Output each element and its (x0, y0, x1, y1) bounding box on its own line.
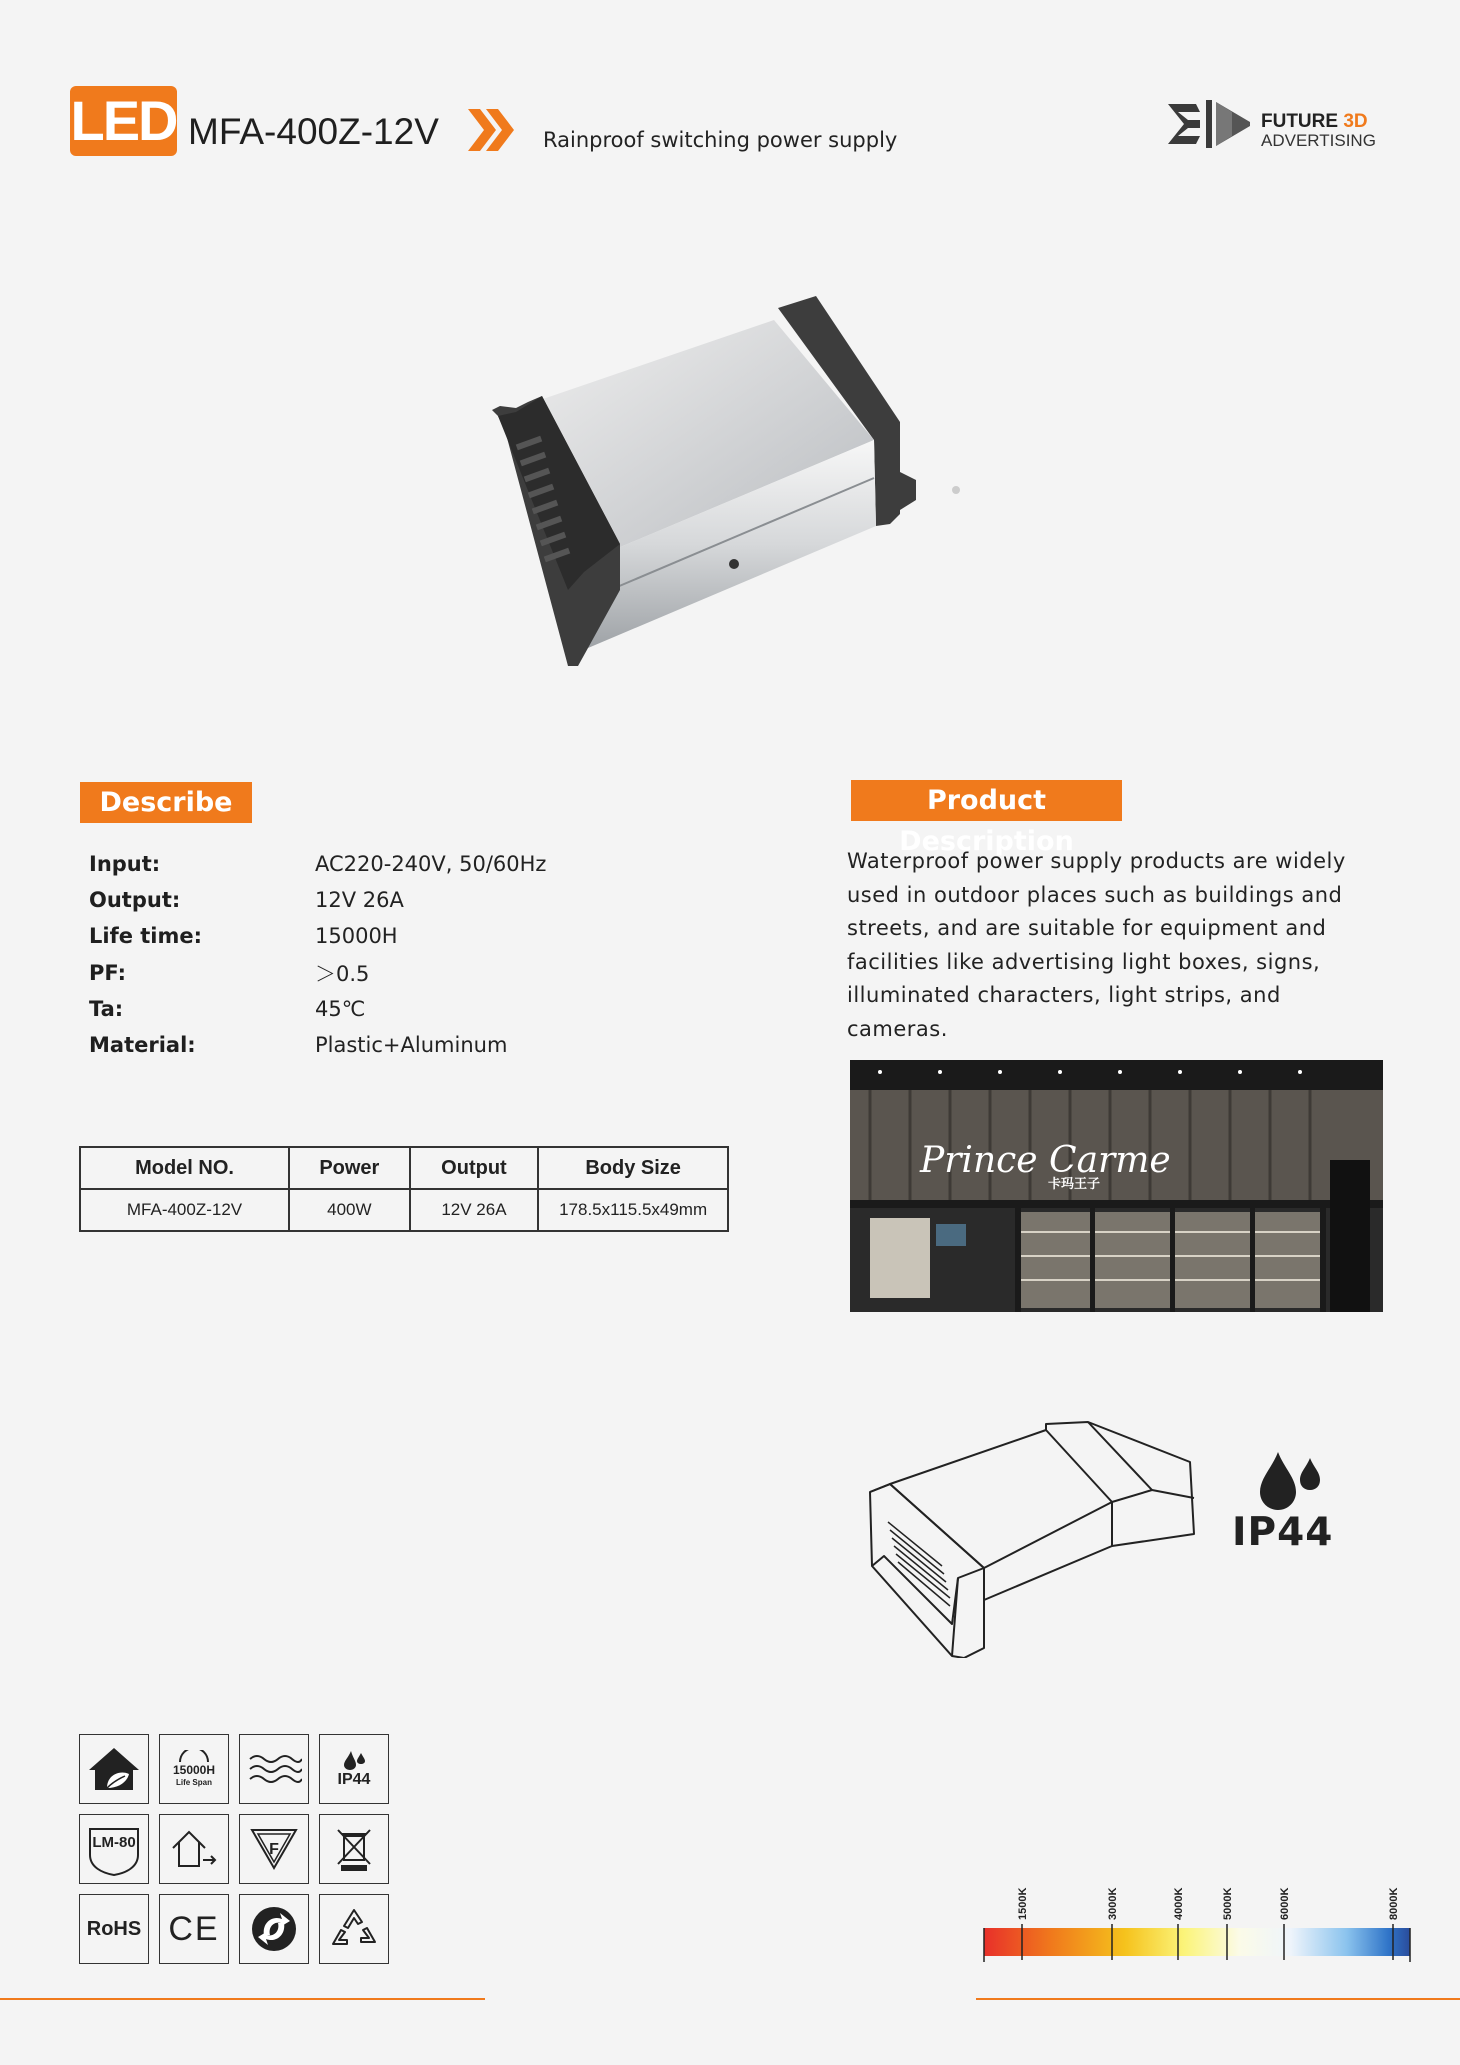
lifespan-caption: Life Span (175, 1778, 212, 1787)
lifespan-icon (159, 1734, 229, 1804)
product-line-drawing (860, 1418, 1200, 1658)
table-header: Body Size (538, 1147, 728, 1189)
ip44-icon (319, 1734, 389, 1804)
table-cell: MFA-400Z-12V (80, 1189, 289, 1231)
certification-grid (79, 1734, 393, 1964)
cct-label-4000: 4000K (1173, 1887, 1185, 1920)
led-badge: LED (70, 86, 177, 156)
table-header-row (80, 1147, 728, 1189)
storefront-sign: Prince Carme (920, 1140, 1171, 1181)
storefront-sign-chinese: 卡玛王子 (1048, 1177, 1101, 1192)
table-header: Power (289, 1147, 410, 1189)
cct-label-3000: 3000K (1107, 1887, 1119, 1920)
table-row (80, 1189, 728, 1231)
spec-label: Material: (89, 1033, 196, 1058)
brand-name-main: FUTURE (1261, 111, 1344, 132)
recycle-icon (319, 1894, 389, 1964)
spec-list (89, 846, 649, 1063)
spec-value: Plastic+Aluminum (315, 1033, 508, 1058)
brand-name-accent: 3D (1343, 111, 1368, 132)
spec-value: 12V 26A (315, 888, 404, 913)
spec-label: Life time: (89, 924, 203, 949)
product-description-text: Waterproof power supply products are widely used in outdoor places such as buildings and streets, and are suitable for equipment and facilities like advertising light boxes, signs, illuminated characters, light strips, and cameras. (847, 849, 1346, 1041)
brand-tagline: ADVERTISING (1261, 131, 1376, 150)
ce-text: CE (168, 1909, 220, 1948)
model-table (79, 1146, 729, 1232)
cct-label-8000: 8000K (1388, 1887, 1400, 1920)
spec-value: AC220-240V, 50/60Hz (315, 852, 547, 877)
spec-row (89, 991, 649, 1027)
cct-label-1500: 1500K (1017, 1887, 1029, 1920)
outdoor-house-icon (159, 1814, 229, 1884)
page-title: MFA-400Z-12V (188, 111, 439, 152)
double-chevron-icon (466, 107, 526, 153)
spec-value: ＞0.5 (315, 961, 370, 986)
cct-label-5000: 5000K (1222, 1887, 1234, 1920)
cct-label-6000: 6000K (1279, 1887, 1291, 1920)
product-description-heading: Product Description (851, 780, 1122, 821)
brand-logo-icon (1166, 98, 1252, 150)
footer-divider-right (976, 1998, 1460, 2000)
svg-text:F: F (269, 1841, 279, 1858)
product-image (470, 290, 1000, 680)
f-mark-icon (239, 1814, 309, 1884)
ip44-label: IP44 (1232, 1510, 1334, 1555)
rohs-text: RoHS (86, 1917, 142, 1940)
color-temperature-bar (982, 1878, 1412, 1964)
lm80-icon (79, 1814, 149, 1884)
ce-icon (159, 1894, 229, 1964)
table-cell: 400W (289, 1189, 410, 1231)
brand-name (1261, 112, 1376, 150)
page-subtitle: Rainproof switching power supply (543, 128, 898, 152)
storefront-photo (850, 1060, 1383, 1312)
indoor-house-icon (79, 1734, 149, 1804)
describe-heading: Describe (80, 782, 252, 823)
spec-label: PF: (89, 960, 126, 985)
color-temperature-gradient (984, 1928, 1410, 1956)
rohs-icon (79, 1894, 149, 1964)
footer-divider-left (0, 1998, 485, 2000)
green-dot-icon (239, 1894, 309, 1964)
ip44-badge-text: IP44 (337, 1771, 371, 1788)
spec-value: 15000H (315, 924, 398, 949)
lm80-text: LM-80 (92, 1834, 136, 1851)
spec-row (89, 846, 649, 882)
lifespan-hours: 15000H (172, 1763, 216, 1777)
weee-bin-icon (319, 1814, 389, 1884)
spec-label: Input: (89, 852, 161, 877)
spec-row (89, 955, 649, 991)
table-header: Model NO. (80, 1147, 289, 1189)
spec-row (89, 1027, 649, 1063)
table-header: Output (410, 1147, 539, 1189)
table-cell: 12V 26A (410, 1189, 539, 1231)
spec-label: Ta: (89, 996, 124, 1021)
spec-label: Output: (89, 888, 181, 913)
spec-value: 45℃ (315, 996, 366, 1021)
spec-row (89, 918, 649, 954)
table-cell: 178.5x115.5x49mm (538, 1189, 728, 1231)
spec-row (89, 882, 649, 918)
waterproof-waves-icon (239, 1734, 309, 1804)
